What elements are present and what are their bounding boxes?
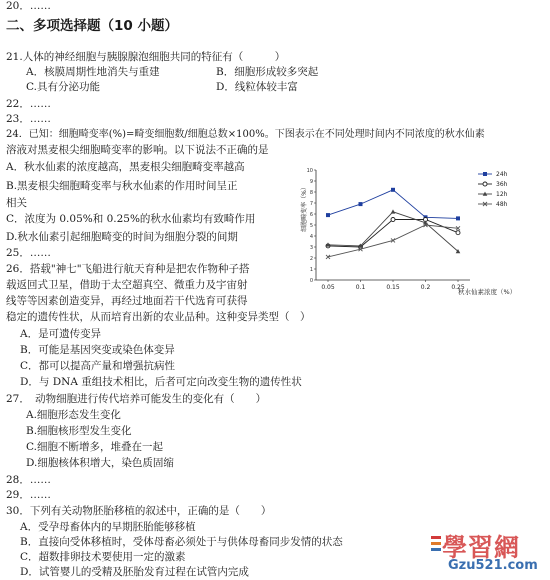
chart-series-48h — [326, 223, 460, 259]
chart-x-tick-label: 0.2 — [420, 284, 431, 291]
chart-x-tick-label: 0.05 — [321, 284, 335, 291]
question-30-option-d: D．试管婴儿的受精及胚胎发育过程在试管内完成 — [20, 566, 249, 578]
chart-y-tick-label: 0 — [309, 278, 313, 284]
chart-x-tick-label: 0.25 — [451, 284, 465, 291]
chart-series-36h — [326, 218, 460, 250]
question-28-placeholder: 28．…… — [6, 474, 51, 486]
question-26-option-c: C．都可以提高产量和增强抗病性 — [20, 360, 176, 372]
watermark-site-name: 學習網 — [442, 533, 521, 562]
chart-y-tick-label: 1 — [309, 267, 313, 273]
question-30-option-b: B．直接向受体移植时，受体母畜必须处于与供体母畜同步发情的状态 — [20, 536, 343, 548]
watermark-logo-icon — [430, 534, 442, 554]
question-21-stem: 21.人体的神经细胞与胰腺腺泡细胞共同的特征有（ ） — [6, 51, 286, 63]
question-27-option-b: B.细胞核形型发生变化 — [26, 425, 132, 437]
chart-legend-marker-24h — [483, 172, 487, 176]
question-26-stem-line-4: 稳定的遗传性状，从而培育出新的农业品种。这种变异类型（ ） — [6, 311, 311, 323]
chart-y-tick-label: 6 — [309, 212, 313, 218]
chart-point-24h — [326, 213, 330, 217]
question-21-option-a: A．核膜周期性地消失与重建 — [26, 66, 160, 78]
question-24-option-b-line-1: B.黑麦根尖细胞畸变率与秋水仙素的作用时间呈正 — [6, 180, 238, 192]
chart-point-36h — [391, 218, 395, 222]
question-21-option-d: D．线粒体较丰富 — [216, 81, 298, 93]
chart-y-tick-label: 9 — [309, 179, 313, 185]
question-27-option-a: A.细胞形态发生变化 — [26, 409, 121, 421]
watermark-url: Gzu521.com — [448, 558, 538, 573]
question-26-stem-line-1: 26．搭载"神七"飞船进行航天育种是把农作物种子搭 — [6, 263, 250, 275]
chart-legend-label-12h: 12h — [496, 191, 508, 198]
question-24-option-a: A．秋水仙素的浓度越高，黑麦根尖细胞畸变率越高 — [6, 161, 245, 173]
question-22-placeholder: 22．…… — [6, 98, 51, 110]
chart-y-tick-label: 8 — [309, 190, 313, 196]
question-27-option-c: C.细胞不断增多，堆叠在一起 — [26, 441, 163, 453]
chart-y-tick-label: 7 — [309, 201, 313, 207]
question-26-stem-line-3: 线等等因素创造变异，再经过地面若干代选育可获得 — [6, 295, 248, 307]
chart-x-tick-label: 0.1 — [355, 284, 366, 291]
question-21-option-b: B．细胞形成较多突起 — [216, 66, 319, 78]
site-watermark — [430, 528, 548, 578]
question-21-option-c: C.具有分泌功能 — [26, 81, 100, 93]
section-heading: 二、多项选择题（10 小题） — [6, 18, 178, 34]
question-29-placeholder: 29．…… — [6, 489, 51, 501]
aberration-rate-chart — [298, 160, 530, 300]
chart-point-24h — [359, 202, 363, 206]
chart-point-24h — [391, 188, 395, 192]
chart-x-axis-label: 秋水仙素浓度（%） — [458, 288, 517, 296]
chart-legend-label-24h: 24h — [496, 171, 508, 178]
chart-legend-label-48h: 48h — [496, 201, 508, 208]
chart-y-tick-label: 5 — [309, 223, 313, 229]
question-20-placeholder: 20．…… — [6, 0, 51, 12]
chart-y-tick-label: 3 — [309, 245, 313, 251]
question-24-stem-line-2: 溶液对黑麦根尖细胞畸变率的影响。以下说法不正确的是 — [6, 144, 269, 156]
chart-series-line-36h — [328, 220, 458, 248]
chart-y-tick-label: 4 — [309, 234, 313, 240]
chart-y-tick-label: 2 — [309, 256, 313, 262]
question-27-option-d: D.细胞核体积增大，染色质固缩 — [26, 457, 174, 469]
chart-point-24h — [456, 216, 460, 220]
chart-x-tick-label: 0.15 — [386, 284, 400, 291]
question-27-stem: 27． 动物细胞进行传代培养可能发生的变化有（ ） — [6, 393, 267, 405]
chart-y-axis-label: 细胞畸变率（%） — [301, 184, 308, 232]
chart-y-tick-label: 10 — [306, 168, 313, 174]
question-26-stem-line-2: 载返回式卫星，借助于太空超真空、微重力及宇宙射 — [6, 279, 248, 291]
question-23-placeholder: 23．…… — [6, 113, 51, 125]
chart-legend-label-36h: 36h — [496, 181, 508, 188]
chart-series-24h — [326, 188, 460, 221]
question-26-option-b: B．可能是基因突变或染色体变异 — [20, 344, 175, 356]
question-26-option-d: D．与 DNA 重组技术相比，后者可定向改变生物的遗传性状 — [20, 376, 302, 388]
question-30-option-c: C．超数排卵技术要使用一定的激素 — [20, 551, 186, 563]
chart-point-12h — [391, 209, 396, 213]
question-24-option-c: C．浓度为 0.05%和 0.25%的秋水仙素均有致畸作用 — [6, 213, 256, 225]
question-25-placeholder: 25．…… — [6, 247, 51, 259]
question-26-option-a: A．是可遗传变异 — [20, 328, 102, 340]
chart-point-36h — [456, 231, 460, 235]
chart-series-line-24h — [328, 190, 458, 219]
question-24-stem-line-1: 24．已知：细胞畸变率(%)=畸变细胞数/细胞总数×100%。下图表示在不同处理时间内不同浓度的秋水仙素 — [6, 129, 485, 140]
question-30-option-a: A．受孕母畜体内的早期胚胎能够移植 — [20, 521, 196, 533]
question-24-option-d: D.秋水仙素引起细胞畸变的时间为细胞分裂的间期 — [6, 231, 238, 243]
chart-legend-marker-36h — [483, 182, 487, 186]
question-24-option-b-line-2: 相关 — [6, 197, 27, 209]
question-30-stem: 30．下列有关动物胚胎移植的叙述中，正确的是（ ） — [6, 505, 272, 517]
